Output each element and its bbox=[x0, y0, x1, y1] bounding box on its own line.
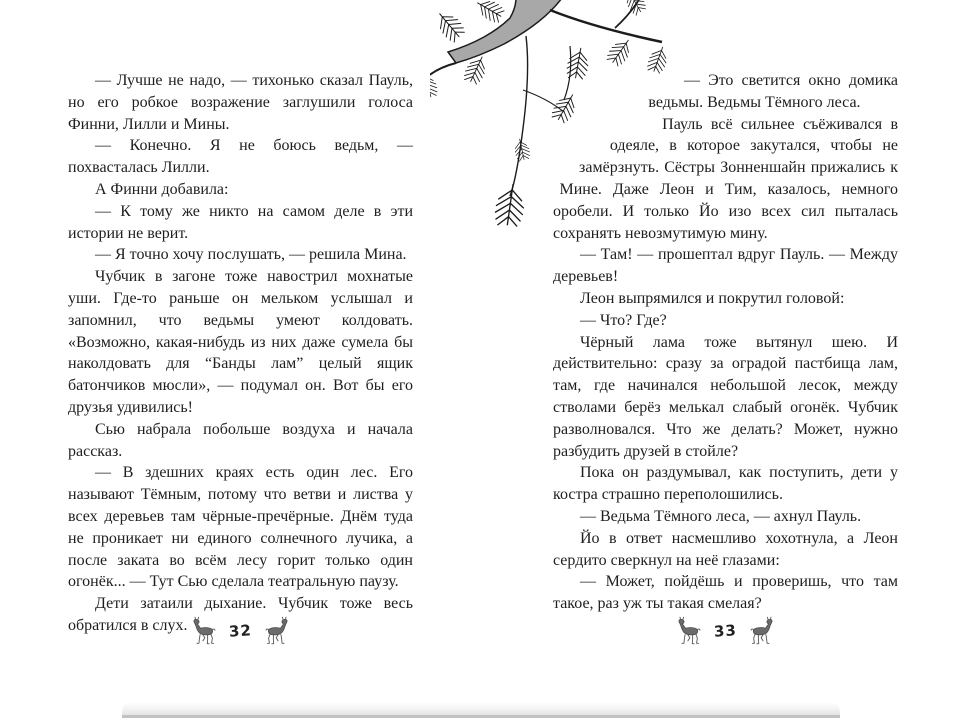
llama-ornament-icon bbox=[265, 616, 292, 646]
paragraph: Чубчик в загоне тоже навострил мохнатые уши. Где-то раньше он мельком услышал и запомнил, что ведьмы умеют колдовать. «Возможно, какая-нибудь из них даже сумела бы наколдовать для “Банды лам” целый ящик батончиков мюсли», — подумал он. Вот бы его друзья удивились! bbox=[68, 268, 413, 416]
page-number-left: 32 bbox=[228, 621, 253, 641]
paragraph: — Лучше не надо, — тихонько сказал Пауль, но его робкое возражение заглушили голоса Финни, Лилли и Мины. bbox=[68, 72, 413, 133]
paragraph: — Что? Где? bbox=[580, 311, 667, 329]
page-left-footer bbox=[68, 611, 413, 651]
paragraph: Йо в ответ насмешливо хохотнула, а Леон сердито сверкнул на неё глазами: bbox=[553, 529, 898, 569]
llama-ornament-icon bbox=[189, 616, 216, 646]
paragraph: — Ведьма Тёмного леса, — ахнул Пауль. bbox=[580, 507, 862, 525]
paragraph: Дети затаили дыхание. Чубчик тоже весь обратился в слух. bbox=[68, 595, 413, 634]
paragraph: — Я точно хочу послушать, — решила Мина. bbox=[95, 246, 407, 264]
page-left-text bbox=[68, 70, 413, 637]
llama-ornament-icon bbox=[750, 616, 777, 646]
page-right-footer bbox=[553, 611, 898, 651]
paragraph: — Конечно. Я не боюсь ведьм, — похвасталась Лилли. bbox=[68, 137, 413, 177]
paragraph: А Финни добавила: bbox=[95, 180, 229, 198]
paragraph: — Может, пойдёшь и проверишь, что там такое, раз уж ты такая смелая? bbox=[553, 573, 898, 613]
paragraph: — К тому же никто на самом деле в эти истории не верит. bbox=[68, 202, 413, 242]
page-right-text bbox=[553, 70, 898, 615]
llama-ornament-icon bbox=[674, 616, 701, 646]
paragraph: Чёрный лама тоже вытянул шею. И действительно: сразу за оградой пастбища лам, там, где начинался небольшой лесок, между стволами берёз мелькал слабый огонёк. Чубчик разволновался. Что же делать? Может, нужно разбудить друзей в стойле? bbox=[553, 333, 898, 460]
page-number-right: 33 bbox=[713, 621, 738, 641]
viewer-bottom-edge bbox=[122, 702, 840, 718]
paragraph: — В здешних краях есть один лес. Его называют Тёмным, потому что ветви и листва у всех деревьев там чёрные-пречёрные. Днём туда не проникает ни единого солнечного лучика, а после заката во всём лесу горит только один огонёк... — Тут Сью сделала театральную паузу. bbox=[68, 464, 413, 591]
paragraph: Леон выпрямился и покрутил головой: bbox=[580, 289, 845, 307]
paragraph: Пока он раздумывал, как поступить, дети у костра страшно переполошились. bbox=[553, 464, 898, 504]
paragraph: — Это светится окно домика ведьмы. Ведьмы Тёмного леса. bbox=[648, 72, 898, 111]
paragraph: Сью набрала побольше воздуха и начала рассказ. bbox=[68, 420, 413, 460]
paragraph: Пауль всё сильнее съёживался в одеяле, в которое закутался, чтобы не замёрзнуть. Сёстры Зонненшайн прижались к Мине. Даже Леон и Тим, казалось, немного оробели. И только Йо изо всех сил пыталась сохранять невозмутимую мину. bbox=[553, 115, 898, 242]
paragraph: — Там! — прошептал вдруг Пауль. — Между деревьев! bbox=[553, 246, 898, 286]
